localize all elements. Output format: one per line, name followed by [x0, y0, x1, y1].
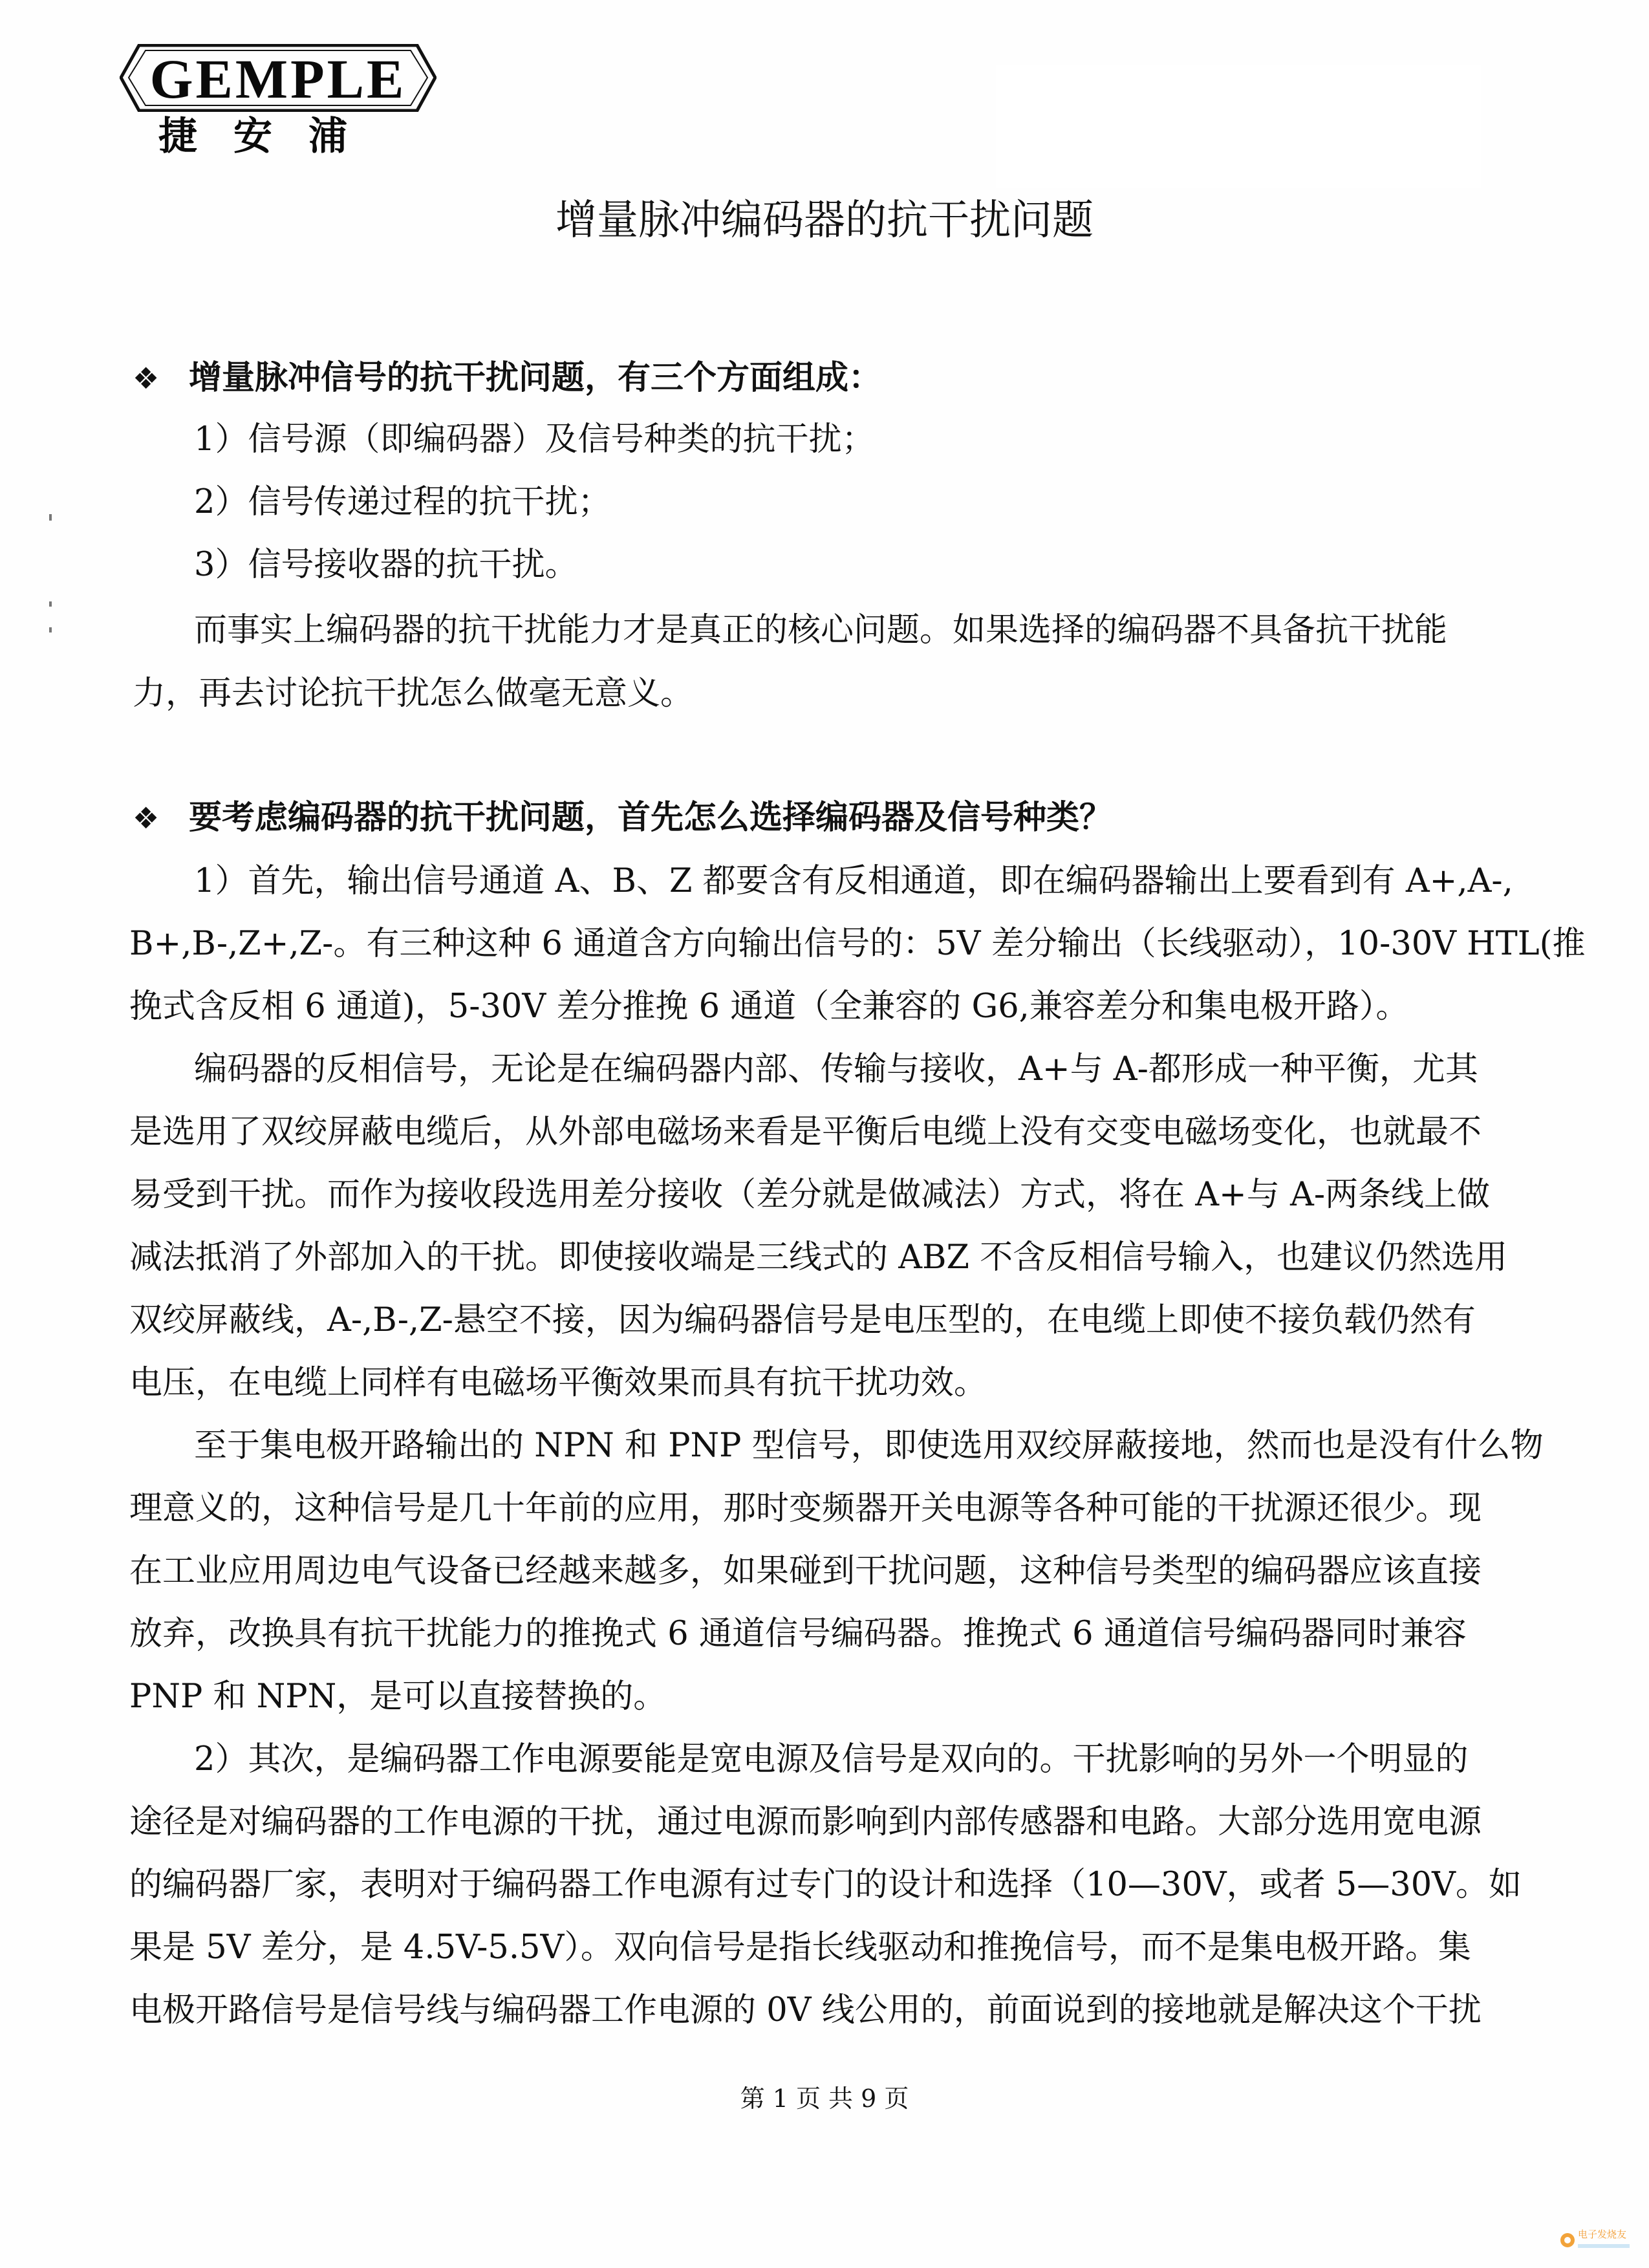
paragraph-line: 1）首先，输出信号通道 A、B、Z 都要含有反相通道，即在编码器输出上要看到有 A+,A-, — [194, 862, 1513, 900]
bullet-icon: ❖ — [133, 361, 160, 396]
scan-mark — [49, 601, 52, 607]
scan-mark — [49, 627, 52, 632]
paragraph-line: 2）其次，是编码器工作电源要能是宽电源及信号是双向的。干扰影响的另外一个明显的 — [194, 1740, 1469, 1778]
redaction-box — [996, 65, 1481, 188]
paragraph-line: B+,B-,Z+,Z-。有三种这种 6 通道含方向输出信号的：5V 差分输出（长线驱动），10-30V HTL(推 — [129, 925, 1586, 963]
paragraph-line: 减法抵消了外部加入的干扰。即使接收端是三线式的 ABZ 不含反相信号输入，也建议仍然选用 — [129, 1238, 1508, 1277]
company-logo — [120, 44, 436, 160]
paragraph-line: 而事实上编码器的抗干扰能力才是真正的核心问题。如果选择的编码器不具备抗干扰能 — [194, 611, 1448, 649]
paragraph-line: 理意义的，这种信号是几十年前的应用，那时变频器开关电源等各种可能的干扰源还很少。现 — [129, 1489, 1482, 1528]
logo-brand: GEMPLE — [149, 48, 407, 110]
paragraph-line: 是选用了双绞屏蔽电缆后，从外部电磁场来看是平衡后电缆上没有交变电磁场变化，也就最不 — [129, 1113, 1482, 1151]
paragraph-line: 双绞屏蔽线，A-,B-,Z-悬空不接，因为编码器信号是电压型的，在电缆上即使不接负载仍然有 — [129, 1301, 1476, 1339]
paragraph-line: 途径是对编码器的工作电源的干扰，通过电源而影响到内部传感器和电路。大部分选用宽电源 — [129, 1803, 1482, 1841]
watermark-logo — [1558, 2225, 1636, 2254]
document-title: 增量脉冲编码器的抗干扰问题 — [555, 197, 1094, 244]
watermark-text: 电子发烧友 — [1578, 2229, 1627, 2240]
paragraph-line: 易受到干扰。而作为接收段选用差分接收（差分就是做减法）方式，将在 A+与 A-两条线上做 — [129, 1176, 1491, 1214]
list-item: 3）信号接收器的抗干扰。 — [194, 546, 578, 584]
paragraph-line: 在工业应用周边电气设备已经越来越多，如果碰到干扰问题，这种信号类型的编码器应该直接 — [129, 1552, 1482, 1590]
paragraph-line: 至于集电极开路输出的 NPN 和 PNP 型信号，即使选用双绞屏蔽接地，然而也是没有什么物 — [194, 1427, 1544, 1465]
section-heading: 要考虑编码器的抗干扰问题，首先怎么选择编码器及信号种类？ — [189, 799, 1113, 837]
bullet-icon: ❖ — [133, 801, 160, 836]
page-footer: 第 1 页 共 9 页 — [740, 2084, 909, 2113]
paragraph-line: 电极开路信号是信号线与编码器工作电源的 0V 线公用的，前面说到的接地就是解决这个干扰 — [129, 1991, 1482, 2029]
paragraph-line: 果是 5V 差分，是 4.5V-5.5V）。双向信号是指长线驱动和推挽信号，而不是集电极开路。集 — [129, 1928, 1471, 1967]
scan-mark — [49, 514, 52, 521]
section-heading: 增量脉冲信号的抗干扰问题，有三个方面组成： — [189, 359, 882, 397]
paragraph-line: 的编码器厂家，表明对于编码器工作电源有过专门的设计和选择（10—30V，或者 5—30V。如 — [129, 1866, 1522, 1904]
list-item: 1）信号源（即编码器）及信号种类的抗干扰； — [194, 420, 875, 459]
paragraph-line: 编码器的反相信号，无论是在编码器内部、传输与接收，A+与 A-都形成一种平衡，尤其 — [194, 1050, 1478, 1088]
paragraph-line: 放弃，改换具有抗干扰能力的推挽式 6 通道信号编码器。推挽式 6 通道信号编码器同时兼容 — [129, 1615, 1467, 1653]
paragraph-line: PNP 和 NPN，是可以直接替换的。 — [129, 1678, 667, 1716]
list-item: 2）信号传递过程的抗干扰； — [194, 483, 611, 521]
paragraph-line: 挽式含反相 6 通道)，5-30V 差分推挽 6 通道（全兼容的 G6,兼容差分和集电极开路）。 — [129, 988, 1409, 1026]
paragraph-line: 电压，在电缆上同样有电磁场平衡效果而具有抗干扰功效。 — [129, 1364, 987, 1402]
paragraph-line: 力，再去讨论抗干扰怎么做毫无意义。 — [133, 675, 694, 713]
logo-chinese-name: 捷安浦 — [158, 114, 383, 159]
